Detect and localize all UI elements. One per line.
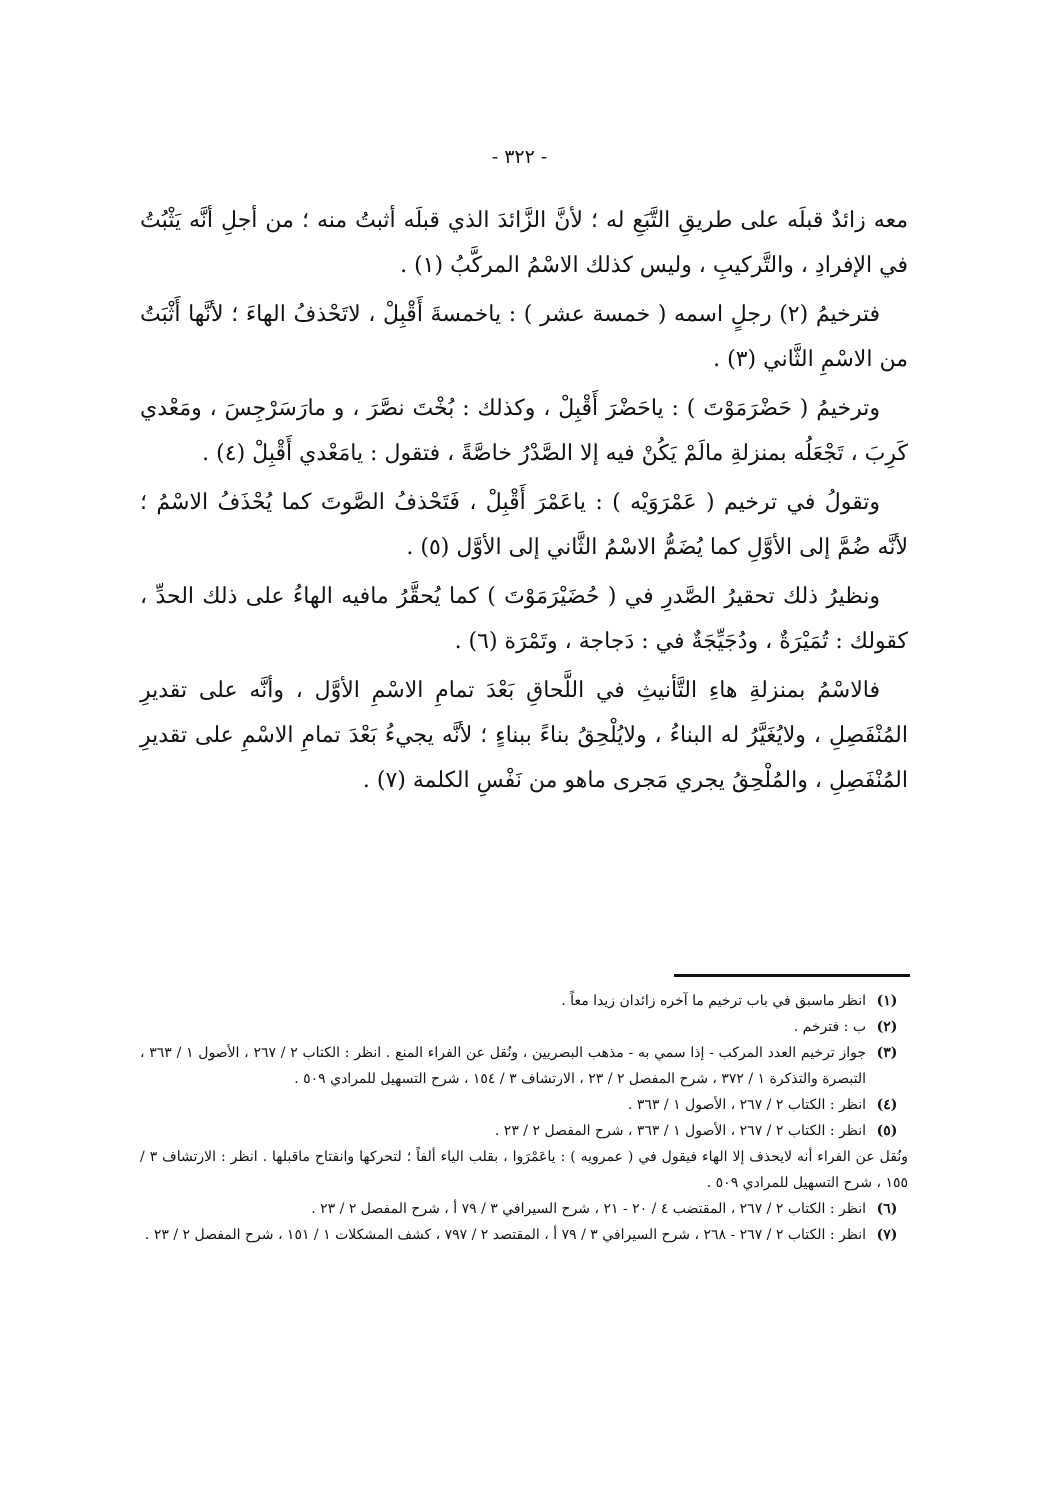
footnote <box>140 1196 908 1222</box>
footnote-text: انظر ماسبق في باب ترخيم ما آخره زائدان زيدا معاً . <box>561 993 866 1009</box>
footnote <box>140 1222 908 1248</box>
footnotes <box>140 988 908 1248</box>
paragraph: معه زائدٌ قبلَه على طريقِ التَّبَعِ له ؛ لأنَّ الزَّائدَ الذي قبلَه أثبتُ منه ؛ من أجلِ أنَّه يَثْبُتُ في الإفرادِ ، والتَّركيبِ ، وليس كذلك الاسْمُ المركَّبُ (١) . <box>140 208 908 278</box>
footnote <box>140 1040 908 1092</box>
page-number: - ٣٢٢ - <box>491 146 548 168</box>
footnote-number: (٣) <box>876 1045 898 1061</box>
footnote-separator <box>674 974 910 977</box>
footnote-number: (٥) <box>876 1123 898 1139</box>
main-text <box>140 198 908 807</box>
footnote <box>140 1118 908 1144</box>
footnote <box>140 1014 908 1040</box>
footnote <box>140 988 908 1014</box>
paragraph: فترخيمُ (٢) رجلٍ اسمه ( خمسة عشر ) : ياخمسةَ أَقْبِلْ ، لاتَحْذفُ الهاءَ ؛ لأنَّها أَثْبَتُ من الاسْمِ الثَّاني (٣) . <box>140 302 908 372</box>
footnote-text: ب : فترخم . <box>793 1019 866 1035</box>
paragraph: وتقولُ في ترخيم ( عَمْرَوَيْه ) : ياعَمْرَ أَقْبِلْ ، فَتَحْذفُ الصَّوتَ كما يُحْذَفُ الاسْمُ ؛ لأنَّه ضُمَّ إلى الأوَّلِ كما يُضَمُّ الاسْمُ الثَّاني إلى الأوَّل (٥) . <box>140 490 908 560</box>
paragraph: فالاسْمُ بمنزلةِ هاءِ التَّأنيثِ في اللَّحاقِ بَعْدَ تمامِ الاسْمِ الأوَّل ، وأنَّه على تقديرِ المُنْفَصِلِ ، ولايُغَيَّرُ له البناءُ ، ولايُلْحِقُ بناءً ببناءٍ ؛ لأنَّه يجيءُ بَعْدَ تمامِ الاسْمِ على تقديرِ المُنْفَصِلِ ، والمُلْحِقُ يجري مَجرى ماهو من نَفْسِ الكلمة (٧) . <box>140 678 908 793</box>
footnote-number: (٤) <box>876 1097 898 1113</box>
footnote-number: (٢) <box>876 1019 898 1035</box>
footnote-number: (٧) <box>876 1227 898 1243</box>
paragraph: ونظيرُ ذلك تحقيرُ الصَّدرِ في ( حُضَيْرَمَوْتَ ) كما يُحقَّرُ مافيه الهاءُ على ذلك الحدِّ ، كقولك : تُمَيْرَةٌ ، ودُجَيِّجَةٌ في : دَجاجة ، وتَمْرَة (٦) . <box>140 584 908 654</box>
footnote-continuation: ونُقل عن الفراء أنه لايحذف إلا الهاء فيقول في ( عمرويه ) : ياعَمْرَوا ، بقلب الياء ألفاً ؛ لتحركها وانفتاح ماقبلها . انظر : الارتشاف ٣ / ١٥٥ ، شرح التسهيل للمرادي ٥٠٩ . <box>140 1149 909 1191</box>
footnote-number: (٦) <box>876 1201 898 1217</box>
footnote-number: (١) <box>876 993 898 1009</box>
paragraph: وترخيمُ ( حَضْرَمَوْتَ ) : ياحَضْرَ أَقْبِلْ ، وكذلك : بُخْتَ نصَّرَ ، و مارَسَرْجِسَ ، ومَعْدي كَرِبَ ، تَجْعَلُه بمنزلةِ مالَمْ يَكُنْ فيه إلا الصَّدْرُ خاصَّةً ، فتقول : يامَعْدي أَقْبِلْ (٤) . <box>140 396 908 466</box>
footnote-text: انظر : الكتاب ٢ / ٢٦٧ ، الأصول ١ / ٣٦٣ ، شرح المفصل ٢ / ٢٣ . <box>494 1123 866 1139</box>
footnote-text: انظر : الكتاب ٢ / ٢٦٧ - ٢٦٨ ، شرح السيرافي ٣ / ٧٩ أ ، المقتصد ٢ / ٧٩٧ ، كشف المشكلات ١ / ١٥١ ، شرح المفصل ٢ / ٢٣ . <box>144 1227 866 1243</box>
footnote-text: انظر : الكتاب ٢ / ٢٦٧ ، المقتضب ٤ / ٢٠ - ٢١ ، شرح السيرافي ٣ / ٧٩ أ ، شرح المفصل ٢ / ٢٣ . <box>311 1201 866 1217</box>
footnote <box>140 1092 908 1118</box>
footnote-text: جواز ترخيم العدد المركب - إذا سمي به - مذهب البصريين ، ونُقل عن الفراء المنع . انظر : الكتاب ٢ / ٢٦٧ ، الأصول ١ / ٣٦٣ ، التبصرة والتذكرة ١ / ٣٧٢ ، شرح المفصل ٢ / ٢٣ ، الارتشاف ٣ / ١٥٤ ، شرح التسهيل للمرادي ٥٠٩ . <box>140 1045 866 1087</box>
footnote-text: انظر : الكتاب ٢ / ٢٦٧ ، الأصول ١ / ٣٦٣ . <box>627 1097 866 1113</box>
